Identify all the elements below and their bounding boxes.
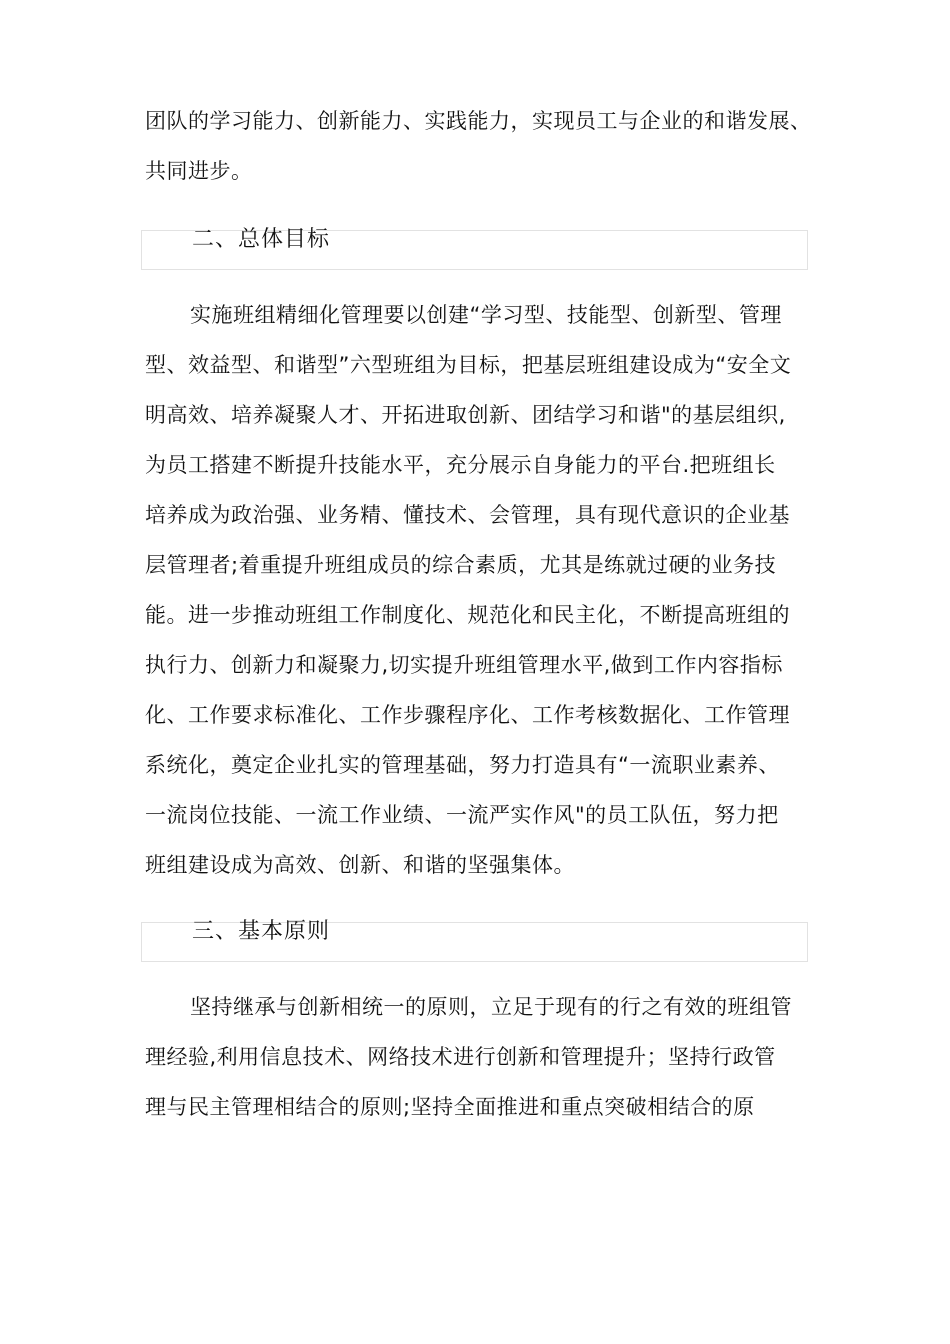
section2-line-12: 班组建设成为高效、创新、和谐的坚强集体。 [145,853,575,877]
section3-line-3: 理与民主管理相结合的原则;坚持全面推进和重点突破相结合的原 [145,1095,755,1119]
section2-line-4: 为员工搭建不断提升技能水平，充分展示自身能力的平台.把班组长 [145,453,776,477]
section2-heading-box [141,227,808,270]
section2-line-8: 执行力、创新力和凝聚力,切实提升班组管理水平,做到工作内容指标 [145,653,783,677]
section2-line-7: 能。进一步推动班组工作制度化、规范化和民主化，不断提高班组的 [145,603,790,627]
intro-line-1: 团队的学习能力、创新能力、实践能力，实现员工与企业的和谐发展、 [145,109,812,133]
section2-line-2: 型、效益型、和谐型”六型班组为目标，把基层班组建设成为“安全文 [145,353,792,377]
section3-line-2: 理经验,利用信息技术、网络技术进行创新和管理提升；坚持行政管 [145,1045,776,1069]
section2-heading: 二、总体目标 [192,227,331,252]
section3-heading-box [141,919,808,962]
section2-line-3: 明高效、培养凝聚人才、开拓进取创新、团结学习和谐"的基层组织, [145,403,786,427]
section3-heading: 三、基本原则 [192,919,331,944]
section2-line-5: 培养成为政治强、业务精、懂技术、会管理，具有现代意识的企业基 [145,503,790,527]
section3-line-1: 坚持继承与创新相统一的原则，立足于现有的行之有效的班组管 [190,995,792,1019]
section2-line-1: 实施班组精细化管理要以创建“学习型、技能型、创新型、管理 [190,303,782,327]
section2-line-10: 系统化，奠定企业扎实的管理基础，努力打造具有“一流职业素养、 [145,753,780,777]
section2-line-11: 一流岗位技能、一流工作业绩、一流严实作风"的员工队伍，努力把 [145,803,779,827]
section2-line-6: 层管理者;着重提升班组成员的综合素质，尤其是练就过硬的业务技 [145,553,777,577]
intro-line-2: 共同进步。 [145,159,253,183]
section2-line-9: 化、工作要求标准化、工作步骤程序化、工作考核数据化、工作管理 [145,703,790,727]
